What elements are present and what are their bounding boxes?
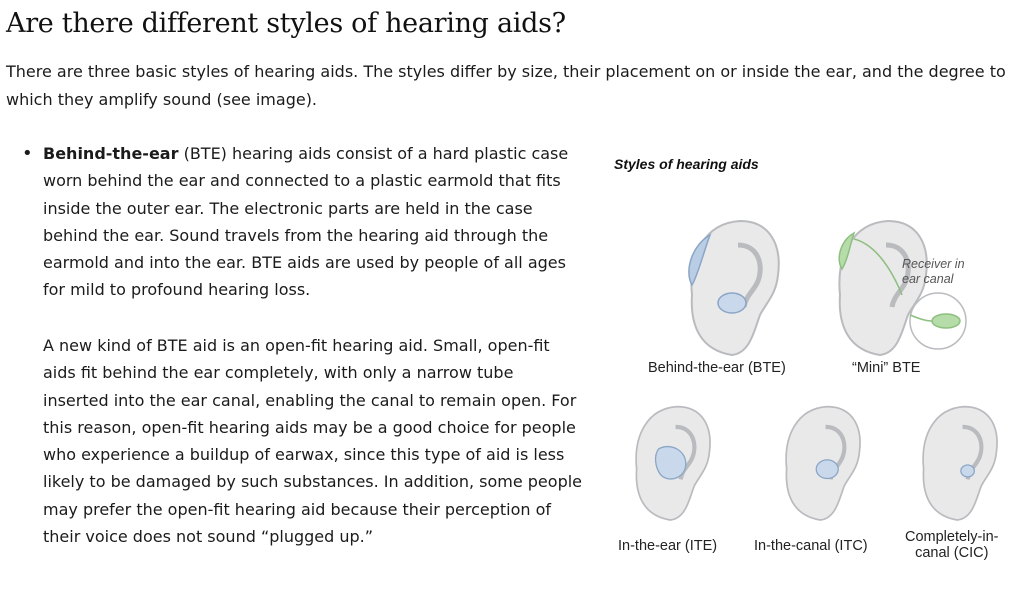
figure-title: Styles of hearing aids <box>614 156 759 172</box>
receiver-label <box>902 257 965 287</box>
page-heading: Are there different styles of hearing aids? <box>6 8 566 39</box>
caption-cic-line2: canal (CIC) <box>915 545 989 561</box>
open-fit-paragraph: A new kind of BTE aid is an open-fit hearing aid. Small, open-fit aids fit behind the ear completely, with only a narrow tube inserted into the ear canal, enabling the canal to remain open. For this reason, open-fit hearing aids may be a good choice for people who experience a buildup of earwax, since this type of aid is less likely to be damaged by such substances. In addition, some people may prefer the open-fit hearing aid because their perception of their voice does not sound “plugged up.” <box>43 336 583 547</box>
ear-itc-illustration <box>768 400 878 530</box>
receiver-callout <box>890 275 980 355</box>
caption-cic <box>905 529 998 561</box>
caption-ite: In-the-ear (ITE) <box>618 538 718 554</box>
ear-cic-illustration <box>905 400 1015 530</box>
hearing-aid-styles-figure <box>600 215 1020 595</box>
bte-term: Behind-the-ear <box>43 144 179 163</box>
receiver-label-line2: ear canal <box>902 272 954 286</box>
bullet-marker: • <box>22 143 33 164</box>
bte-description: (BTE) hearing aids consist of a hard plastic case worn behind the ear and connected to a plastic earmold that fits inside the outer ear. The electronic parts are held in the case behind the ear. Sound travels from the hearing aid through the earmold and into the ear. BTE aids are used by people of all ages for mild to profound hearing loss. <box>43 144 569 300</box>
ear-ite-illustration <box>618 400 728 530</box>
caption-itc: In-the-canal (ITC) <box>754 538 868 554</box>
caption-cic-line1: Completely-in- <box>905 529 999 545</box>
bte-paragraph <box>43 140 583 304</box>
ear-bte-illustration <box>670 215 800 365</box>
receiver-label-line1: Receiver in <box>902 257 965 271</box>
intro-paragraph: There are three basic styles of hearing aids. The styles differ by size, their placement on or inside the ear, and the degree to which they amplify sound (see image). <box>6 62 1006 109</box>
caption-mini-bte: “Mini” BTE <box>852 360 921 376</box>
caption-bte: Behind-the-ear (BTE) <box>648 360 786 376</box>
